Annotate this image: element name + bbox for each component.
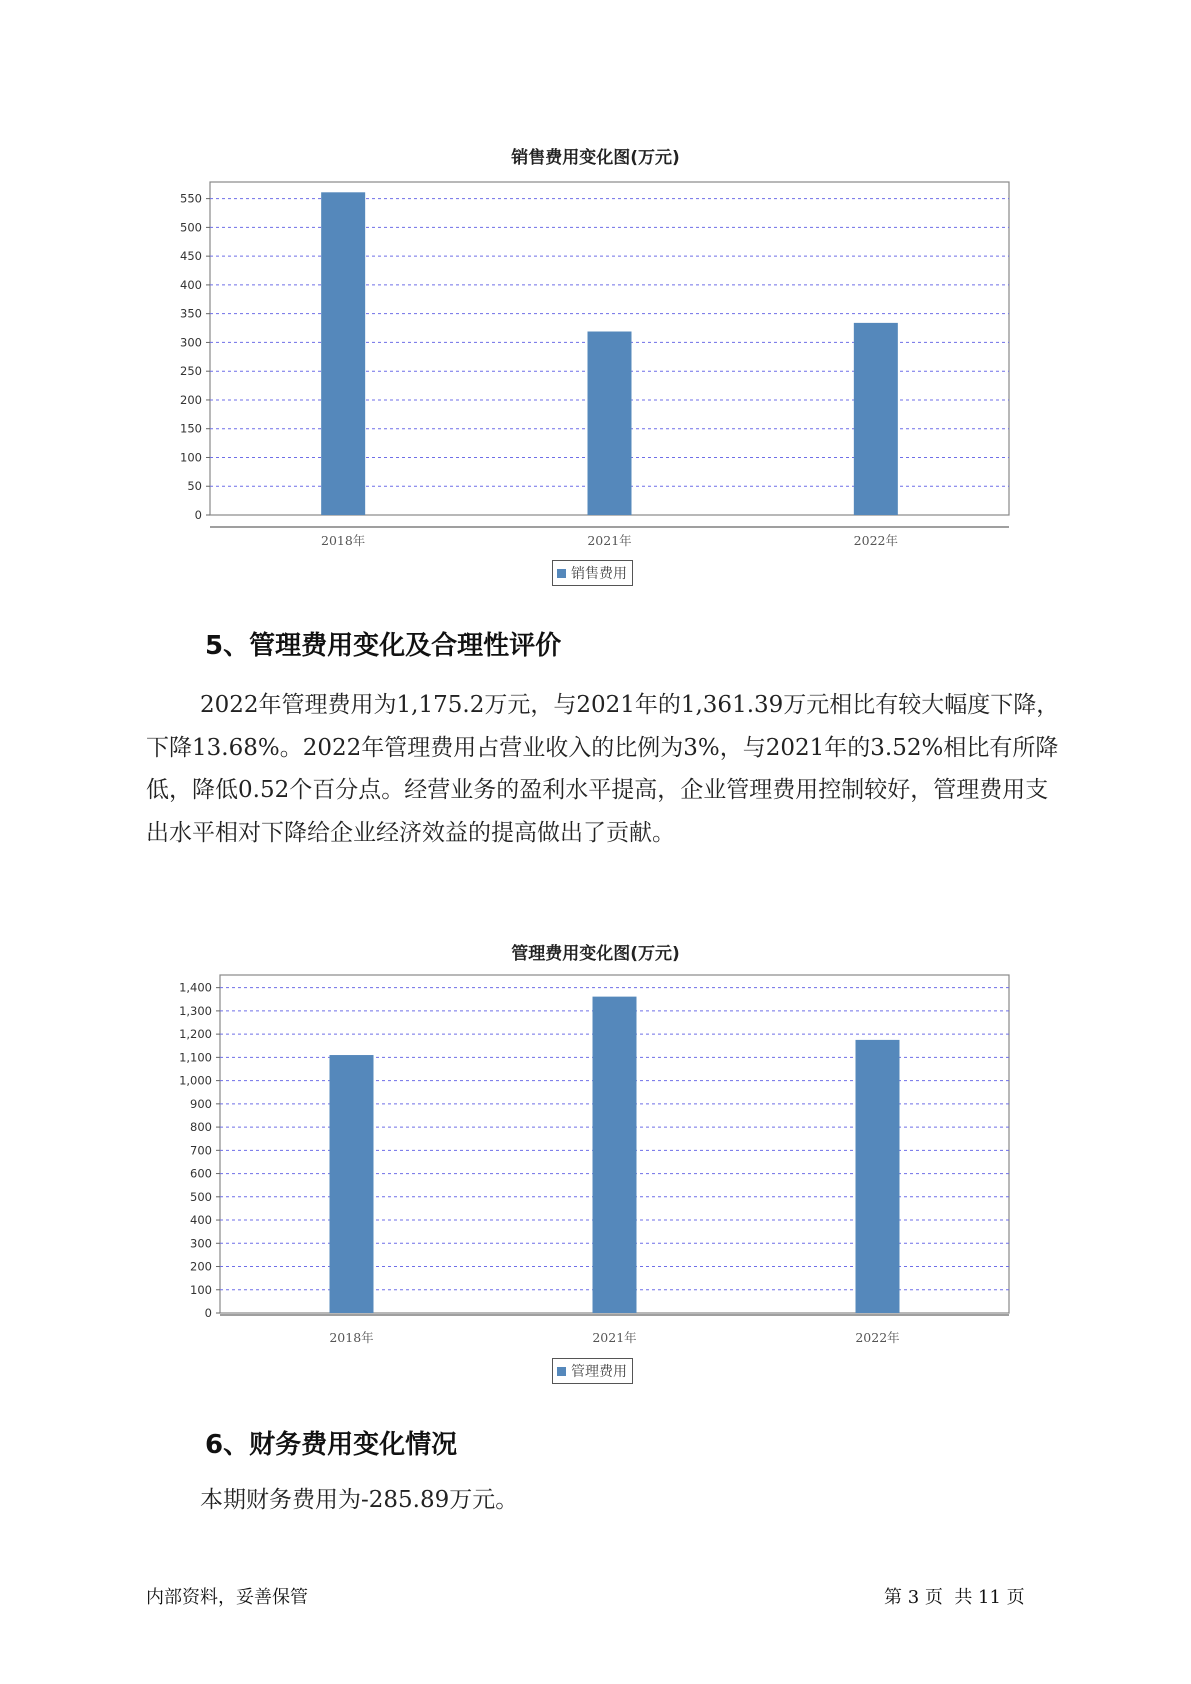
x-category-label: 2022年: [855, 1330, 900, 1345]
legend-swatch: [557, 1367, 566, 1376]
section-6-paragraph: 本期财务费用为-285.89万元。: [200, 1487, 519, 1513]
x-category-label: 2021年: [592, 1330, 637, 1345]
bar: [593, 997, 637, 1313]
y-tick-label: 0: [204, 1306, 212, 1320]
y-tick-label: 300: [180, 335, 202, 350]
section-5-paragraph: 2022年管理费用为1,175.2万元，与2021年的1,361.39万元相比有较大幅度下降，下降13.68%。2022年管理费用占营业收入的比例为3%，与2021年的3.52%相比有所降低，降低0.52个百分点。经营业务的盈利水平提高，企业管理费用控制较好，管理费用支出水平相对下降给企业经济效益的提高做出了贡献。: [146, 692, 1060, 846]
y-tick-label: 1,200: [179, 1027, 212, 1042]
y-tick-label: 1,100: [179, 1050, 212, 1065]
y-tick-label: 100: [190, 1282, 212, 1297]
y-tick-label: 200: [180, 392, 202, 407]
y-tick-label: 500: [180, 220, 202, 235]
chart-title: 销售费用变化图(万元): [511, 148, 680, 168]
y-tick-label: 900: [190, 1096, 212, 1111]
y-tick-label: 500: [190, 1189, 212, 1204]
legend-label: 管理费用: [571, 1364, 627, 1380]
y-tick-label: 150: [180, 421, 202, 436]
y-tick-label: 700: [190, 1143, 212, 1158]
chart-title: 管理费用变化图(万元): [511, 944, 680, 964]
y-tick-label: 0: [194, 508, 202, 522]
bar: [856, 1040, 900, 1313]
x-category-label: 2018年: [329, 1330, 374, 1345]
x-category-label: 2018年: [321, 533, 366, 548]
y-tick-label: 1,400: [179, 980, 212, 995]
y-tick-label: 1,300: [179, 1003, 212, 1018]
y-tick-label: 300: [190, 1236, 212, 1251]
y-tick-label: 1,000: [179, 1073, 212, 1088]
bar: [330, 1055, 374, 1313]
y-tick-label: 350: [180, 306, 202, 321]
y-tick-label: 400: [180, 277, 202, 292]
y-tick-label: 800: [190, 1120, 212, 1135]
section-5-heading: 5、管理费用变化及合理性评价: [205, 631, 562, 661]
y-tick-label: 450: [180, 249, 202, 264]
x-category-label: 2021年: [587, 533, 632, 548]
x-category-label: 2022年: [853, 533, 898, 548]
footer-page-number: 第 3 页 共 11 页: [884, 1587, 1025, 1608]
y-tick-label: 400: [190, 1213, 212, 1228]
chart-legend: [552, 1358, 633, 1384]
y-tick-label: 200: [190, 1259, 212, 1274]
legend-label: 销售费用: [571, 566, 627, 582]
y-tick-label: 50: [187, 479, 202, 494]
y-tick-label: 250: [180, 364, 202, 379]
y-tick-label: 550: [180, 191, 202, 206]
section-6-heading: 6、财务费用变化情况: [205, 1430, 458, 1460]
footer-left: 内部资料，妥善保管: [146, 1587, 308, 1608]
y-tick-label: 600: [190, 1166, 212, 1181]
y-tick-label: 100: [180, 450, 202, 465]
